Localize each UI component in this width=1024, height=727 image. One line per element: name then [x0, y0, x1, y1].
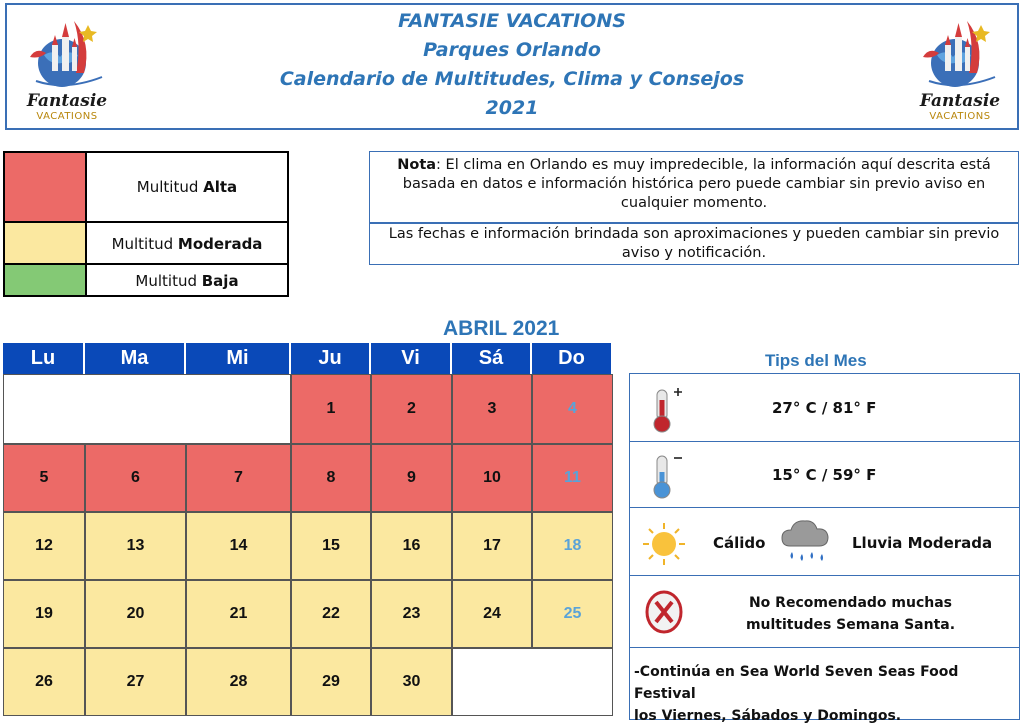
tip-high-temp: [629, 373, 1020, 443]
header-banner: [5, 3, 1019, 130]
weather-rain: Lluvia Moderada: [852, 534, 993, 552]
day-cell[interactable]: 21: [186, 580, 291, 648]
tip-low-temp: [629, 441, 1020, 509]
legend-prefix: Multitud: [136, 178, 204, 196]
logo-word: Fantasie: [26, 91, 108, 111]
event-line-1: -Continúa en Sea World Seven Seas Food Festival: [634, 664, 959, 702]
day-cell[interactable]: 23: [371, 580, 452, 648]
weather-warm: Cálido: [713, 534, 766, 552]
weekday-header: Mi: [186, 343, 291, 374]
thermometer-hot-icon: [646, 388, 686, 434]
empty-day-cell: [452, 648, 613, 716]
day-cell[interactable]: 17: [452, 512, 532, 580]
legend-prefix: Multitud: [135, 272, 202, 290]
day-cell[interactable]: 29: [291, 648, 371, 716]
legend-level: Baja: [201, 272, 239, 290]
rain-cloud-icon: [780, 518, 836, 566]
parks-title: Parques Orlando: [423, 39, 601, 61]
day-cell[interactable]: 11: [532, 444, 613, 512]
logo-word: Fantasie: [919, 91, 1001, 111]
weekday-header: Do: [532, 343, 613, 374]
note-divider: [370, 222, 1018, 224]
day-cell[interactable]: 7: [186, 444, 291, 512]
note-paragraph-1: [370, 156, 1018, 213]
day-cell[interactable]: 9: [371, 444, 452, 512]
logo-sub: VACATIONS: [929, 111, 991, 122]
day-cell[interactable]: 10: [452, 444, 532, 512]
logo-sub: VACATIONS: [36, 111, 98, 122]
thermometer-cold-icon: [646, 454, 686, 500]
day-cell[interactable]: 14: [186, 512, 291, 580]
legend-prefix: Multitud: [111, 235, 178, 253]
legend-label-alta: [87, 178, 287, 196]
day-cell[interactable]: 19: [3, 580, 85, 648]
day-cell[interactable]: 24: [452, 580, 532, 648]
day-cell[interactable]: 8: [291, 444, 371, 512]
weather-note: [369, 151, 1019, 265]
day-cell[interactable]: 5: [3, 444, 85, 512]
legend-level: Moderada: [177, 235, 263, 253]
tip-warning: [629, 575, 1020, 649]
weekday-header: Sá: [452, 343, 532, 374]
event-text: [634, 661, 1019, 727]
low-temp-value: 15° C / 59° F: [772, 466, 877, 484]
tips-title: Tips del Mes: [765, 351, 867, 370]
sun-icon: [642, 522, 686, 566]
day-cell[interactable]: 12: [3, 512, 85, 580]
day-cell[interactable]: 25: [532, 580, 613, 648]
day-cell[interactable]: 22: [291, 580, 371, 648]
legend-label-moderada: [87, 235, 287, 253]
day-cell[interactable]: 26: [3, 648, 85, 716]
month-title: ABRIL 2021: [443, 317, 560, 340]
weekday-header: Vi: [371, 343, 452, 374]
note-label: Nota: [397, 157, 437, 173]
weekday-header: Ju: [291, 343, 371, 374]
day-cell[interactable]: 2: [371, 374, 452, 444]
tip-event: [629, 647, 1020, 724]
legend-swatch-baja: [5, 265, 87, 295]
day-cell[interactable]: 15: [291, 512, 371, 580]
year-title: 2021: [485, 97, 539, 119]
fantasie-logo-right: [915, 15, 1005, 125]
empty-day-cell: [3, 374, 291, 444]
day-cell[interactable]: 30: [371, 648, 452, 716]
day-cell[interactable]: 18: [532, 512, 613, 580]
legend-swatch-alta: [5, 153, 87, 221]
weekday-header: Ma: [85, 343, 186, 374]
day-cell[interactable]: 27: [85, 648, 186, 716]
note-text-1: : El clima en Orlando es muy impredecible, la información aquí descrita está basada en datos e información histórica pero puede cambiar sin previo aviso en cualquier momento.: [402, 157, 991, 211]
tip-weather: [629, 507, 1020, 577]
day-cell[interactable]: 28: [186, 648, 291, 716]
warning-line-2: multitudes Semana Santa.: [745, 617, 956, 633]
day-cell[interactable]: 13: [85, 512, 186, 580]
day-cell[interactable]: 6: [85, 444, 186, 512]
day-cell[interactable]: 20: [85, 580, 186, 648]
legend-label-baja: [87, 272, 287, 290]
event-line-2: los Viernes, Sábados y Domingos.: [634, 708, 902, 724]
castle-logo-icon: [915, 15, 1005, 95]
high-temp-value: 27° C / 81° F: [772, 399, 877, 417]
warning-line-1: No Recomendado muchas: [748, 595, 953, 611]
warning-text: [630, 592, 1019, 636]
day-cell[interactable]: 16: [371, 512, 452, 580]
weekday-header: Lu: [3, 343, 85, 374]
calendar-subtitle: Calendario de Multitudes, Clima y Consejos: [279, 68, 745, 90]
note-paragraph-2: [370, 225, 1018, 263]
note-text-2: Las fechas e información brindada son aproximaciones y pueden cambiar sin previo aviso y notificación.: [388, 226, 1000, 261]
day-cell[interactable]: 3: [452, 374, 532, 444]
brand-title: FANTASIE VACATIONS: [398, 10, 626, 32]
header-title-block: [7, 7, 1017, 123]
crowd-legend: [3, 151, 289, 297]
day-cell[interactable]: 1: [291, 374, 371, 444]
day-cell[interactable]: 4: [532, 374, 613, 444]
legend-level: Alta: [203, 178, 238, 196]
legend-swatch-moderada: [5, 223, 87, 263]
